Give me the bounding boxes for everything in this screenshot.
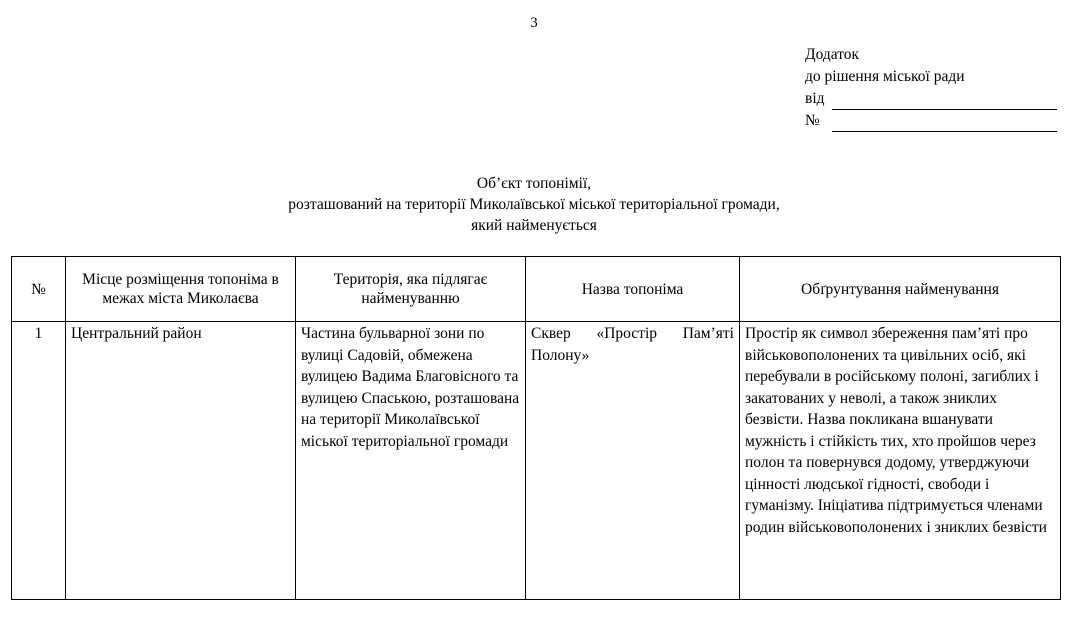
header-number: № xyxy=(12,257,66,322)
title-line-1: Об’єкт топонімії, xyxy=(476,175,592,192)
table-header-row xyxy=(12,257,1061,322)
annex-date-line xyxy=(805,88,1057,110)
annex-date-prefix: від xyxy=(805,90,825,107)
header-justification: Обґрунтування найменування xyxy=(740,257,1061,322)
header-territory: Територія, яка підлягає найменуванню xyxy=(296,257,526,322)
row-number: 1 xyxy=(12,322,66,600)
header-name: Назва топоніма xyxy=(526,257,740,322)
annex-number-line xyxy=(805,110,1057,132)
annex-number-prefix: № xyxy=(805,112,820,129)
header-location: Місце розміщення топоніма в межах міста Миколаєва xyxy=(66,257,296,322)
title-line-3: який найменується xyxy=(471,217,597,234)
page-number: 3 xyxy=(530,15,538,31)
row-toponym-name: Сквер «Простір Пам’яті Полону» xyxy=(526,322,740,600)
row-territory: Частина бульварної зони по вулиці Садовій, обмежена вулицею Вадима Благовісного та вулицею Спаською, розташована на території Миколаївської міської територіальної громади xyxy=(296,322,526,600)
annex-block xyxy=(805,44,1057,132)
toponym-table xyxy=(11,256,1061,600)
annex-number-blank xyxy=(832,115,1057,132)
document-title xyxy=(0,173,1068,236)
annex-subtitle: до рішення міської ради xyxy=(805,68,965,85)
table-row xyxy=(12,322,1061,600)
annex-date-blank xyxy=(832,93,1057,110)
row-location: Центральний район xyxy=(66,322,296,600)
annex-title: Додаток xyxy=(805,46,860,63)
row-justification: Простір як символ збереження пам’яті про військовополонених та цивільних осіб, які перебували в російському полоні, загиблих і закатованих у неволі, а також зниклих безвісти. Назва покликана вшанувати мужність і стійкість тих, хто пройшов через полон та повернувся додому, утверджуючи цінності людської гідності, свободи і гуманізму. Ініціатива підтримується членами родин військовополонених і зниклих безвісти xyxy=(740,322,1061,600)
title-line-2: розташований на території Миколаївської міської територіальної громади, xyxy=(288,196,780,213)
